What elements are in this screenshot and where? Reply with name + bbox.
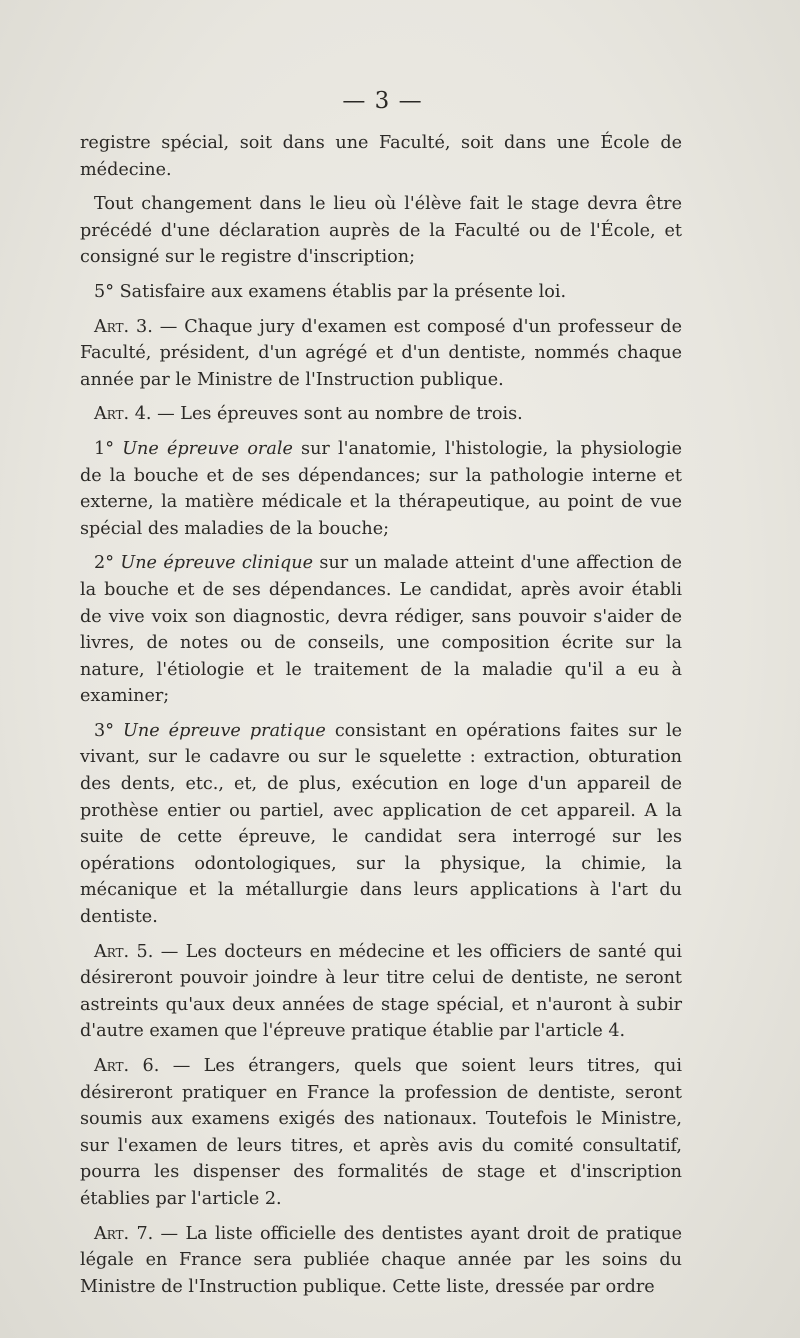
paragraph-text: sur un malade atteint d'une affection de la bouche et de ses dépendances. Le candidat, après avoir établi de vive voix son diagnostic, devra rédiger, sans pouvoir s'aider de livres, de notes ou de conseils, une composition écrite sur la nature, l'étiologie et le traitement de la maladie qu'il a eu à examiner;: [80, 553, 682, 707]
paragraph: [80, 130, 682, 183]
paragraph-text: — La liste officielle des dentistes ayant droit de pratique légale en France sera publiée chaque année par les soins du Ministre de l'Instruction publique. Cette liste, dressée par ordre: [80, 1223, 682, 1297]
item-number: 3°: [94, 720, 124, 741]
paragraph-text: 5° Satisfaire aux examens établis par la présente loi.: [94, 281, 567, 302]
paragraph-text: — Chaque jury d'examen est composé d'un professeur de Faculté, président, d'un agrégé et d'un dentiste, nommés chaque année par le Ministre de l'Instruction publique.: [80, 316, 682, 390]
paragraph-text: registre spécial, soit dans une Faculté, soit dans une École de médecine.: [80, 133, 682, 180]
item-title: Une épreuve orale: [122, 438, 293, 459]
numbered-paragraph: [80, 550, 682, 710]
page-number: — 3 —: [342, 88, 423, 114]
article-paragraph: [80, 1221, 682, 1301]
article-label: Art. 7.: [94, 1223, 154, 1244]
article-label: Art. 3.: [94, 316, 153, 337]
paragraph-text: consistant en opérations faites sur le vivant, sur le cadavre ou sur le squelette : extraction, obturation des dents, etc., et, de plus, exécution en loge d'un appareil de prothèse entier ou partiel, avec application de cet appareil. A la suite de cette épreuve, le candidat sera interrogé sur les opérations odontologiques, sur la physique, la chimie, la mécanique et la métallurgie dans leurs applications à l'art du dentiste.: [80, 720, 682, 928]
paragraph-text: sur l'anatomie, l'histologie, la physiologie de la bouche et de ses dépendances; sur la pathologie interne et externe, la matière médicale et la thérapeutique, au point de vue spécial des maladies de la bouche;: [80, 438, 682, 539]
article-paragraph: [80, 401, 682, 428]
paragraph-text: — Les épreuves sont au nombre de trois.: [151, 404, 523, 425]
item-number: 2°: [94, 553, 121, 574]
numbered-paragraph: [80, 436, 682, 542]
article-paragraph: [80, 939, 682, 1045]
paragraph-text: Tout changement dans le lieu où l'élève fait le stage devra être précédé d'une déclaration auprès de la Faculté ou de l'École, et consigné sur le registre d'inscription;: [80, 194, 682, 268]
paragraph: [80, 279, 682, 306]
article-paragraph: [80, 1053, 682, 1213]
article-label: Art. 4.: [94, 404, 152, 425]
item-number: 1°: [94, 438, 123, 459]
article-paragraph: [80, 314, 682, 394]
article-label: Art. 6.: [94, 1056, 160, 1076]
item-title: Une épreuve clinique: [120, 553, 314, 574]
body-text: [80, 130, 682, 1300]
paragraph-text: — Les étrangers, quels que soient leurs titres, qui désireront pratiquer en France la profession de dentiste, seront soumis aux examens exigés des nationaux. Toutefois le Ministre, sur l'examen de leurs titres, et après avis du comité consultatif, pourra les dispenser des formalités de stage et d'inscription établies par l'article 2.: [80, 1056, 682, 1209]
article-label: Art. 5.: [94, 941, 154, 962]
paragraph: [80, 191, 682, 271]
paragraph-text: — Les docteurs en médecine et les officiers de santé qui désireront pouvoir joindre à leur titre celui de dentiste, ne seront astreints qu'aux deux années de stage spécial, et n'auront à subir d'autre examen que l'épreuve pratique établie par l'article 4.: [80, 941, 682, 1042]
item-title: Une épreuve pratique: [123, 720, 326, 741]
numbered-paragraph: [80, 718, 682, 931]
